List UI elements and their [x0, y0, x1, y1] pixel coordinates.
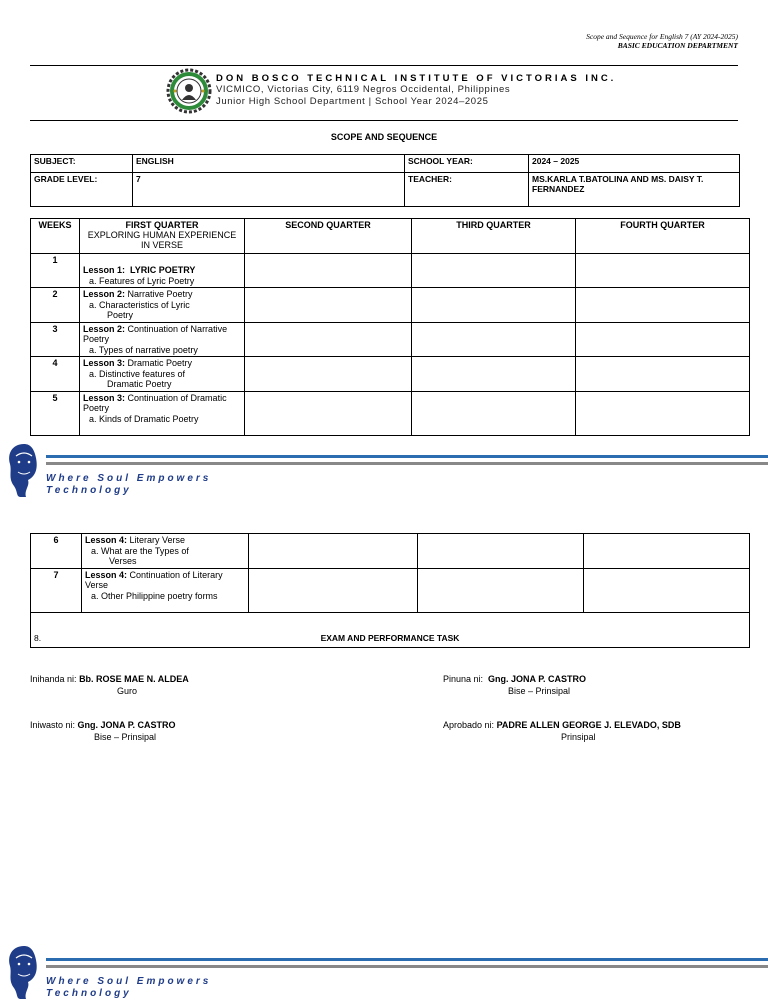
first-quarter-header [80, 219, 245, 254]
footer-line-blue [46, 455, 768, 458]
table-row [31, 254, 750, 288]
school-address: VICMICO, Victorias City, 6119 Negros Occidental, Philippines [216, 84, 511, 95]
lesson-label: Lesson 2: [83, 289, 126, 299]
approved-by [443, 720, 681, 731]
footer-motto [46, 976, 211, 1000]
motto-line1: Where Soul Empowers [46, 473, 212, 484]
school-department-year: Junior High School Department | School Year 2024–2025 [216, 96, 489, 107]
school-name: DON BOSCO TECHNICAL INSTITUTE OF VICTORIAS INC. [216, 73, 617, 84]
first-quarter-title: FIRST QUARTER [125, 220, 199, 230]
lesson-cell [80, 391, 245, 435]
third-quarter-header: THIRD QUARTER [412, 219, 576, 254]
motto-line2: Technology [46, 485, 132, 496]
subject-label: SUBJECT: [31, 155, 133, 173]
empty-cell [576, 288, 750, 323]
school-block [216, 73, 616, 108]
footer-line-gray [46, 965, 768, 968]
lesson-cell [80, 357, 245, 392]
prepared-role: Guro [117, 686, 138, 696]
prepared-name: Bb. ROSE MAE N. ALDEA [79, 674, 189, 684]
lesson-subtopic: a. Types of narrative poetry [89, 344, 198, 355]
lesson-cell [80, 322, 245, 357]
week-number: 5 [31, 391, 80, 435]
empty-cell [245, 391, 412, 435]
lesson-label: Lesson 4: [85, 535, 128, 545]
checked-name: Gng. JONA P. CASTRO [77, 720, 176, 730]
motto-line1: Where Soul Empowers [46, 976, 212, 987]
lesson-subtopic: a. Features of Lyric Poetry [89, 275, 195, 286]
info-table [30, 154, 740, 207]
second-quarter-header: SECOND QUARTER [245, 219, 412, 254]
lesson-subtopic-cont: Poetry [107, 310, 134, 320]
table-row [31, 534, 750, 569]
weeks-header: WEEKS [31, 219, 80, 254]
checked-by [30, 720, 176, 731]
week-number: 4 [31, 357, 80, 392]
teacher-label: TEACHER: [405, 173, 529, 207]
approved-role: Prinsipal [561, 732, 596, 742]
lesson-subtopic-cont: Verses [109, 556, 137, 566]
approved-name: PADRE ALLEN GEORGE J. ELEVADO, SDB [496, 720, 681, 730]
lesson-topic: Continuation of Dramatic Poetry [83, 392, 227, 413]
lesson-subtopic: a. What are the Types of [91, 545, 189, 556]
table-row [31, 612, 750, 647]
empty-cell [576, 254, 750, 288]
checked-role: Bise – Prinsipal [94, 732, 157, 742]
footer-line-gray [46, 462, 768, 465]
empty-cell [576, 357, 750, 392]
grade-level-value: 7 [133, 173, 405, 207]
header-rule-bottom [30, 120, 738, 121]
week-number: 6 [31, 534, 82, 569]
empty-cell [576, 322, 750, 357]
week-number: 2 [31, 288, 80, 323]
first-quarter-theme: EXPLORING HUMAN EXPERIENCE IN VERSE [87, 230, 237, 250]
footer-line-blue [46, 958, 768, 961]
empty-cell [576, 391, 750, 435]
header-rule-top [30, 65, 738, 66]
table-row [31, 322, 750, 357]
lesson-label: Lesson 3: [83, 358, 126, 368]
empty-cell [412, 357, 576, 392]
table-row [31, 357, 750, 392]
empty-cell [418, 534, 584, 569]
footer-motto [46, 473, 211, 497]
lesson-label: Lesson 3: [83, 392, 126, 403]
empty-cell [245, 322, 412, 357]
doc-title: Scope and Sequence for English 7 (AY 2024-2025) [586, 32, 738, 41]
empty-cell [584, 568, 750, 612]
final-week-row [31, 612, 750, 647]
noted-name: Gng. JONA P. CASTRO [488, 674, 587, 684]
week-number: 7 [31, 568, 82, 612]
lesson-subtopic: a. Kinds of Dramatic Poetry [89, 413, 199, 424]
scope-table-part1 [30, 218, 750, 436]
noted-label: Pinuna ni: [443, 674, 484, 684]
lesson-subtopic: a. Characteristics of Lyric [89, 299, 190, 310]
lesson-subtopic: a. Distinctive features of [89, 368, 186, 379]
lesson-cell [82, 534, 249, 569]
empty-cell [249, 568, 418, 612]
lesson-label: Lesson 4: [85, 569, 128, 580]
subject-value: ENGLISH [133, 155, 405, 173]
empty-cell [412, 322, 576, 357]
table-row [31, 391, 750, 435]
lesson-subtopic-cont: Dramatic Poetry [107, 379, 172, 389]
fourth-quarter-header: FOURTH QUARTER [576, 219, 750, 254]
prepared-label: Inihanda ni: [30, 674, 77, 684]
school-year-value: 2024 – 2025 [529, 155, 740, 173]
empty-cell [412, 254, 576, 288]
lesson-cell [82, 568, 249, 612]
document-header [586, 32, 738, 50]
approved-label: Aprobado ni: [443, 720, 495, 730]
page-title: SCOPE AND SEQUENCE [330, 132, 438, 142]
founder-portrait-icon [4, 442, 44, 498]
noted-role: Bise – Prinsipal [508, 686, 571, 696]
school-seal-icon [166, 68, 212, 114]
week-number: 3 [31, 322, 80, 357]
lesson-cell [80, 254, 245, 288]
empty-cell [245, 254, 412, 288]
lesson-topic: Continuation of Literary Verse [85, 569, 223, 590]
empty-cell [418, 568, 584, 612]
lesson-topic: Literary Verse [127, 535, 186, 545]
scope-table-part2 [30, 533, 750, 648]
final-week-text: EXAM AND PERFORMANCE TASK [320, 633, 460, 643]
empty-cell [584, 534, 750, 569]
empty-cell [245, 288, 412, 323]
lesson-cell [80, 288, 245, 323]
lesson-topic: Narrative Poetry [125, 289, 193, 299]
motto-line2: Technology [46, 988, 132, 999]
empty-cell [245, 357, 412, 392]
grade-level-label: GRADE LEVEL: [31, 173, 133, 207]
lesson-topic: LYRIC POETRY [130, 265, 196, 275]
teacher-value: MS.KARLA T.BATOLINA AND MS. DAISY T. FERNANDEZ [529, 173, 740, 207]
lesson-topic: Continuation of Narrative Poetry [83, 323, 228, 344]
checked-label: Iniwasto ni: [30, 720, 76, 730]
lesson-topic: Dramatic Poetry [125, 358, 193, 368]
noted-by [443, 674, 586, 685]
founder-portrait-icon [4, 944, 44, 1000]
empty-cell [412, 391, 576, 435]
empty-cell [412, 288, 576, 323]
department-name: BASIC EDUCATION DEPARTMENT [617, 41, 738, 50]
school-year-label: SCHOOL YEAR: [405, 155, 529, 173]
empty-cell [249, 534, 418, 569]
lesson-subtopic: a. Other Philippine poetry forms [91, 590, 218, 601]
table-row [31, 568, 750, 612]
final-week-number: 8. [34, 633, 42, 643]
lesson-label: Lesson 2: [83, 323, 126, 334]
prepared-by [30, 674, 189, 685]
table-row [31, 288, 750, 323]
lesson-label: Lesson 1: [83, 265, 126, 275]
week-number: 1 [31, 254, 80, 288]
